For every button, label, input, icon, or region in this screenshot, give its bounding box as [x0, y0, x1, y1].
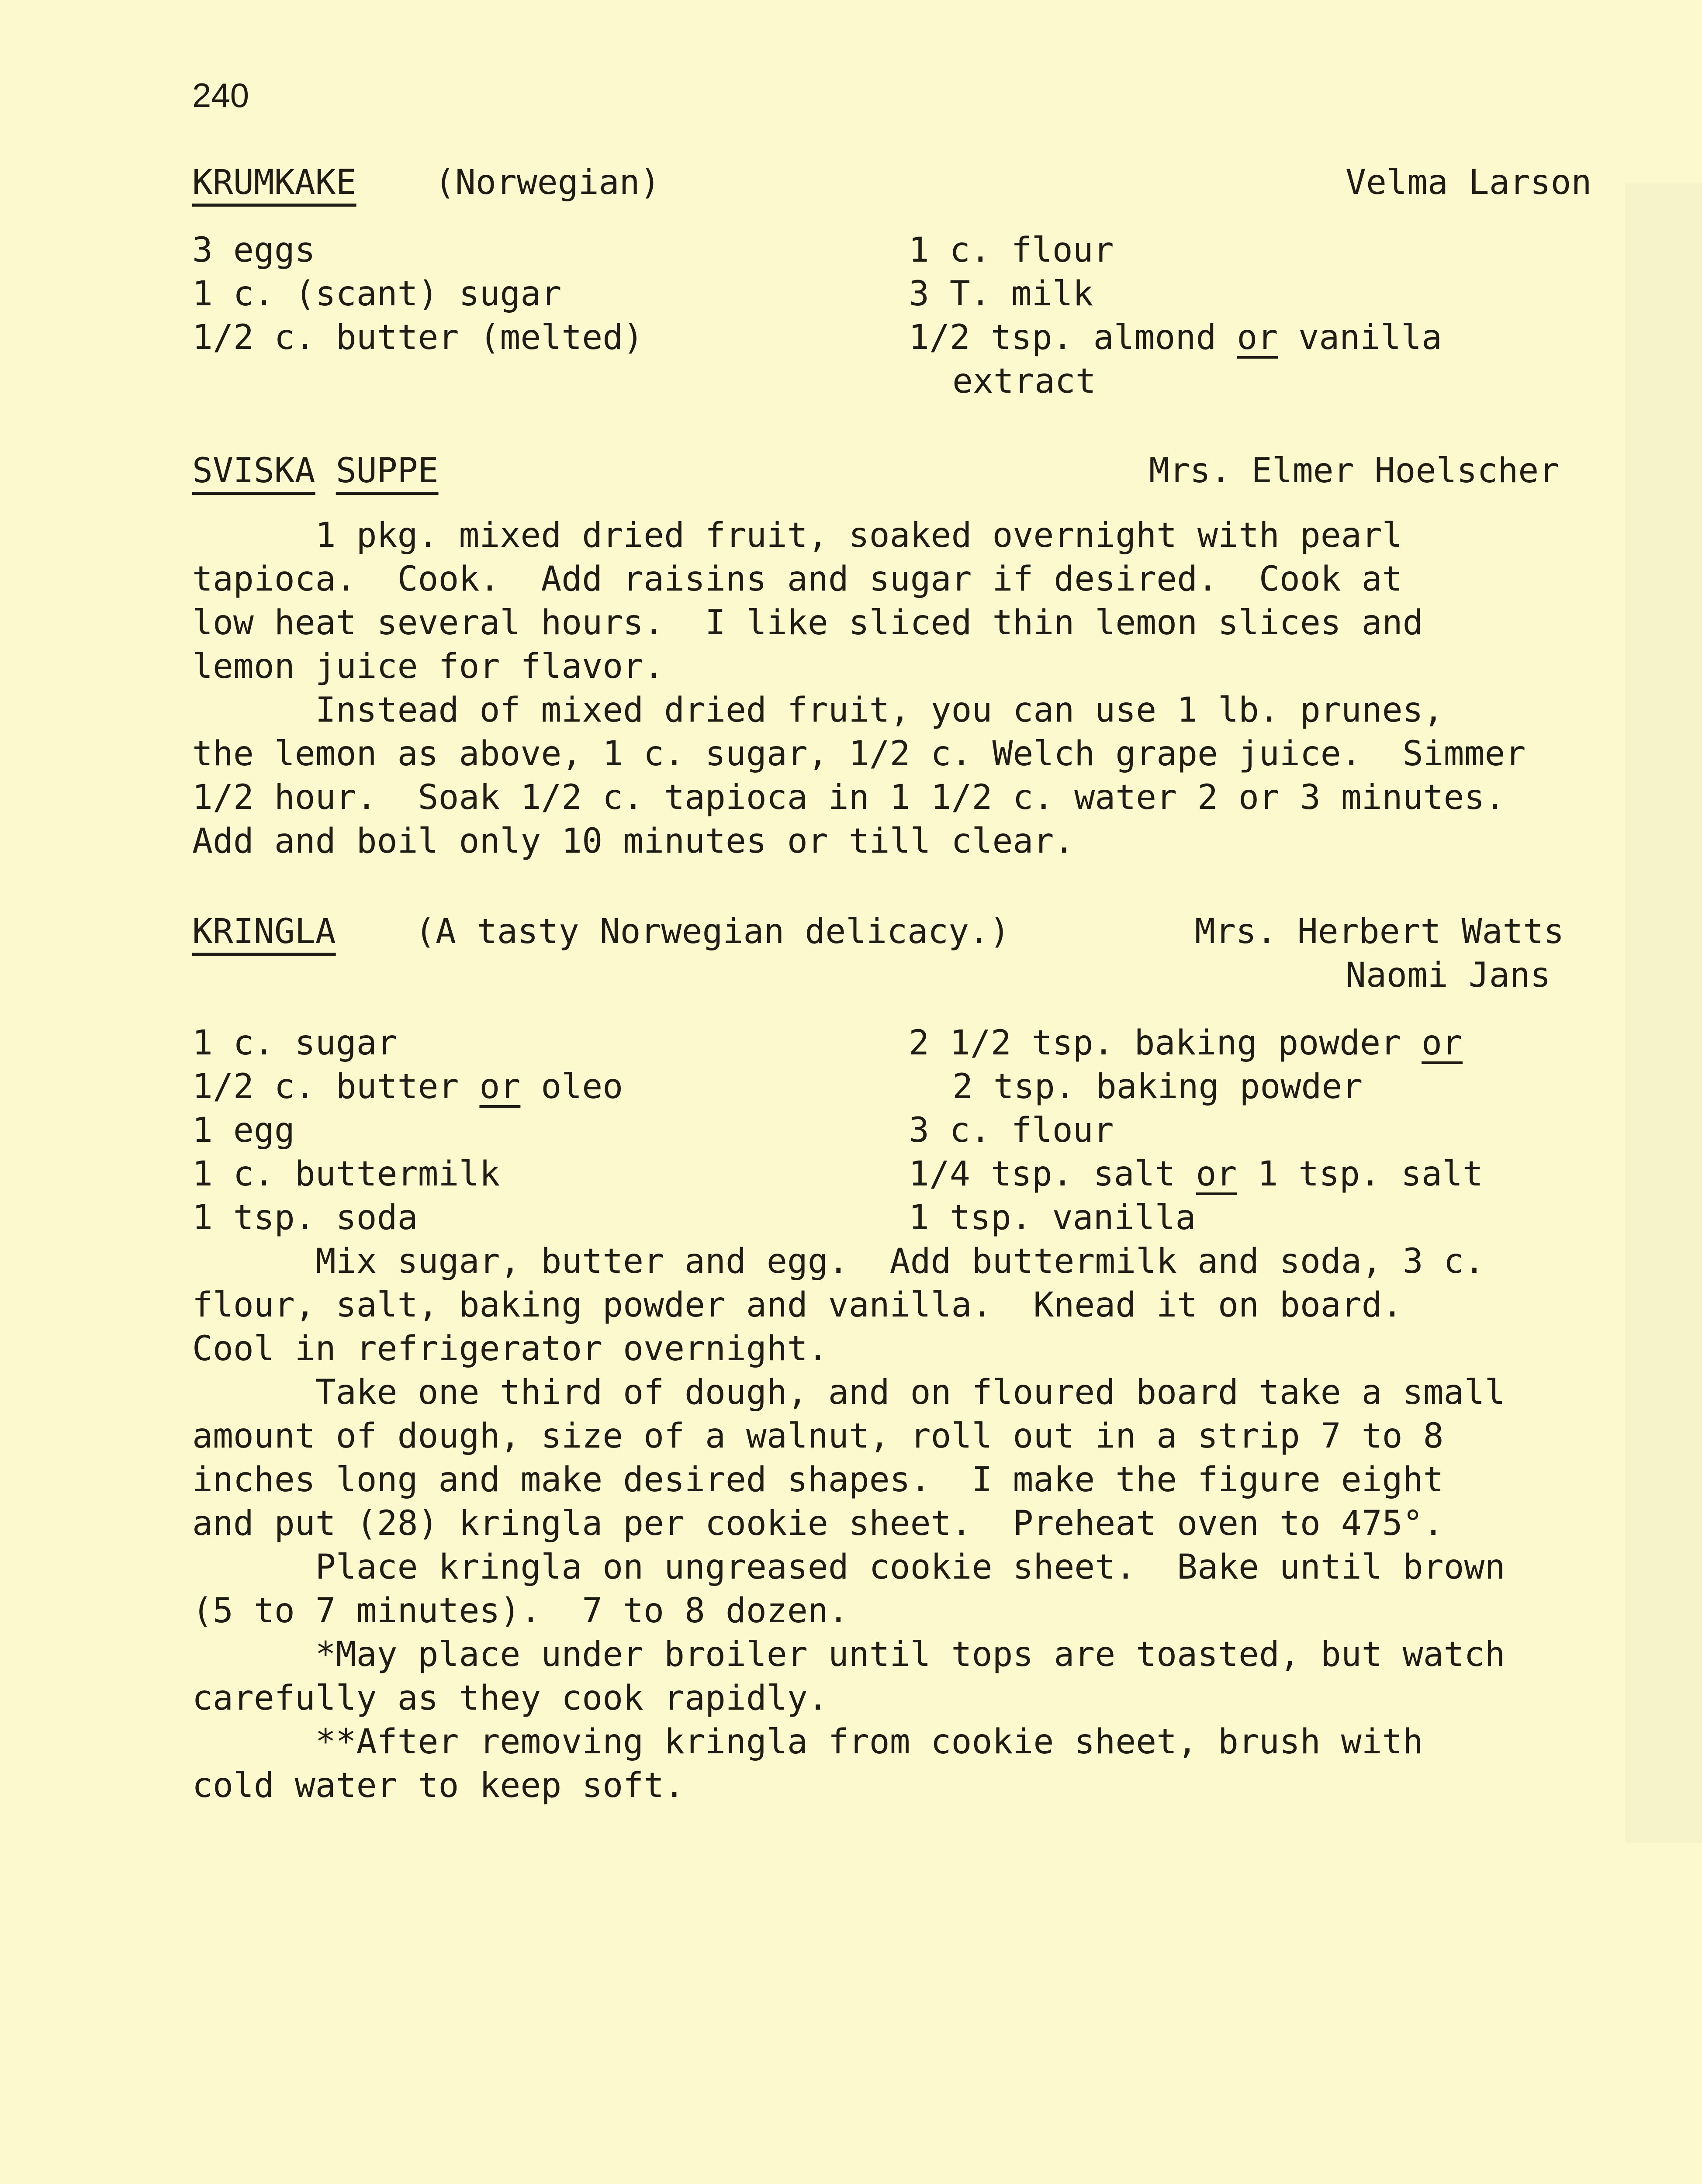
paragraph-line: cold water to keep soft. — [192, 1766, 685, 1805]
ingredient-line — [909, 317, 1442, 359]
ingredient-line: 3 c. flour — [909, 1111, 1114, 1150]
recipe-title-krumkake: KRUMKAKE — [192, 163, 356, 202]
recipe-title-sviska-suppe — [192, 450, 439, 492]
paragraph-line: amount of dough, size of a walnut, roll out in a strip 7 to 8 — [192, 1417, 1444, 1456]
paragraph-line: 1 pkg. mixed dried fruit, soaked overnight with pearl — [192, 516, 1403, 555]
ingredient-line: 1 c. flour — [909, 231, 1114, 270]
paragraph-line: inches long and make desired shapes. I make the figure eight — [192, 1460, 1444, 1500]
paragraph-line: *May place under broiler until tops are toasted, but watch — [192, 1635, 1505, 1674]
ingredient-line: 1/2 c. butter (melted) — [192, 318, 644, 357]
ingredient-text: vanilla — [1278, 318, 1442, 357]
or-underlined: or — [1422, 1023, 1463, 1063]
ingredient-line: 1 egg — [192, 1111, 295, 1150]
paragraph-line: Take one third of dough, and on floured board take a small — [192, 1373, 1505, 1412]
ingredient-text: 2 1/2 tsp. baking powder — [909, 1023, 1422, 1063]
paragraph-line: Instead of mixed dried fruit, you can use 1 lb. prunes, — [192, 691, 1444, 730]
ingredient-line: 1 c. sugar — [192, 1023, 398, 1063]
ingredient-text: 1/4 tsp. salt — [909, 1154, 1196, 1194]
ingredient-line — [192, 1066, 623, 1108]
paragraph-line: 1/2 hour. Soak 1/2 c. tapioca in 1 1/2 c. water 2 or 3 minutes. — [192, 778, 1505, 817]
paragraph-line: the lemon as above, 1 c. sugar, 1/2 c. Welch grape juice. Simmer — [192, 734, 1526, 774]
recipe-author-kringla-2: Naomi Jans — [1346, 956, 1551, 995]
ingredient-line: 3 T. milk — [909, 274, 1093, 314]
paragraph-line: Cool in refrigerator overnight. — [192, 1329, 828, 1368]
title-word: SUPPE — [336, 451, 439, 491]
ingredient-text: 1/2 c. butter — [192, 1067, 480, 1106]
ingredient-line: 1 tsp. soda — [192, 1198, 418, 1237]
paragraph-line: carefully as they cook rapidly. — [192, 1679, 828, 1718]
paragraph-line: Add and boil only 10 minutes or till clear. — [192, 822, 1075, 861]
ingredient-line — [909, 1022, 1463, 1064]
or-underlined: or — [1196, 1154, 1237, 1194]
paragraph-line: low heat several hours. I like sliced thin lemon slices and — [192, 603, 1423, 643]
recipe-author-krumkake: Velma Larson — [1346, 163, 1592, 202]
recipe-subtitle-kringla: (A tasty Norwegian delicacy.) — [415, 912, 1010, 951]
or-underlined: or — [479, 1067, 521, 1106]
paragraph-line: flour, salt, baking powder and vanilla. Knead it on board. — [192, 1286, 1403, 1325]
ingredient-line: extract — [952, 362, 1096, 401]
title-word: SVISKA — [192, 451, 315, 491]
ingredient-line: 1 c. (scant) sugar — [192, 274, 562, 314]
ingredient-line: 2 tsp. baking powder — [952, 1067, 1363, 1106]
ingredient-text: oleo — [520, 1067, 623, 1106]
ingredient-text: 1/2 tsp. almond — [909, 318, 1237, 357]
ingredient-line: 3 eggs — [192, 231, 315, 270]
paragraph-line: Mix sugar, butter and egg. Add buttermilk and soda, 3 c. — [192, 1242, 1485, 1281]
recipe-author-sviska-suppe: Mrs. Elmer Hoelscher — [1149, 451, 1560, 491]
ingredient-text: 1 tsp. salt — [1237, 1154, 1483, 1194]
recipe-author-kringla-1: Mrs. Herbert Watts — [1195, 912, 1564, 951]
paragraph-line: Place kringla on ungreased cookie sheet. Bake until brown — [192, 1548, 1505, 1587]
or-underlined: or — [1237, 318, 1278, 357]
ingredient-line: 1 tsp. vanilla — [909, 1198, 1196, 1237]
page-show-through — [1625, 183, 1702, 1843]
paragraph-line: (5 to 7 minutes). 7 to 8 dozen. — [192, 1591, 849, 1631]
ingredient-line — [909, 1153, 1483, 1195]
paragraph-line: and put (28) kringla per cookie sheet. Preheat oven to 475°. — [192, 1504, 1444, 1543]
recipe-subtitle-krumkake: (Norwegian) — [435, 163, 661, 202]
ingredient-line: 1 c. buttermilk — [192, 1154, 500, 1194]
paragraph-line: tapioca. Cook. Add raisins and sugar if desired. Cook at — [192, 560, 1403, 599]
page-number: 240 — [192, 76, 249, 114]
paragraph-line: **After removing kringla from cookie sheet, brush with — [192, 1722, 1423, 1762]
paragraph-line: lemon juice for flavor. — [192, 647, 664, 686]
recipe-title-kringla: KRINGLA — [192, 912, 336, 951]
